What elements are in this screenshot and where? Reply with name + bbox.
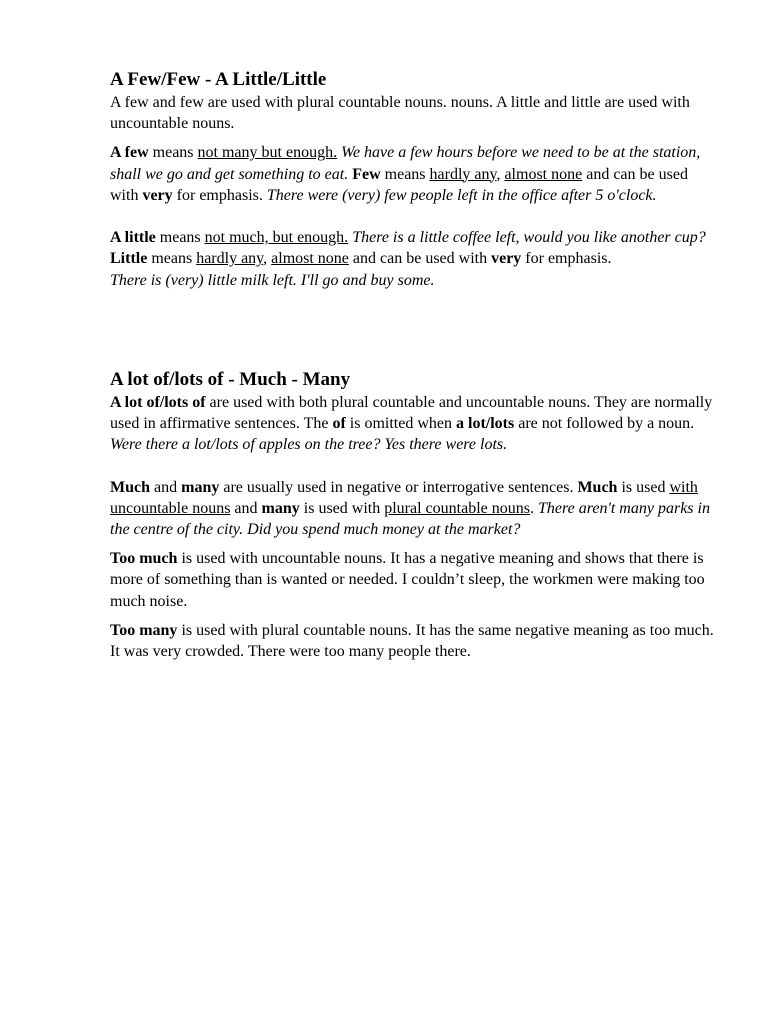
paragraph-few-little-intro: A few and few are used with plural countable nouns. nouns. A little and little are used with uncountable nouns. — [110, 94, 690, 133]
paragraph-too-many: Too many is used with plural countable nouns. It has the same negative meaning as too much. It was very crowded. There were too many people there. — [110, 621, 714, 661]
blank-line — [110, 206, 714, 227]
section-title-lot-much-many: A lot of/lots of - Much - Many — [110, 368, 351, 390]
paragraph-much-many: Much and many are usually used in negative or interrogative sentences. Much is used with uncountable nouns and many is used with plural countable nouns. There aren't many parks in the centre of the city. Did you spend much money at the market? — [110, 478, 710, 539]
blank-line — [110, 455, 714, 476]
paragraph-a-little: A little means not much, but enough. There is a little coffee left, would you like another cup? — [110, 229, 706, 247]
paragraph-a-few: A few means not many but enough. We have a few hours before we need to be at the station, shall we go and get something to eat. Few means hardly any, almost none and can be used with very for emphasis. There were (very) few people left in the office after 5 o'clock. — [110, 144, 701, 204]
section-spacer — [110, 291, 714, 368]
paragraph-a-lot-of: A lot of/lots of are used with both plural countable and uncountable nouns. They are normally used in affirmative sentences. The of is omitted when a lot/lots are not followed by a noun. Were there a lot/lots of apples on the tree? Yes there were lots. — [110, 393, 713, 454]
paragraph-too-much: Too much is used with uncountable nouns. It has a negative meaning and shows that there is more of something than is wanted or needed. I couldn’t sleep, the workmen were making too much noise. — [110, 550, 705, 610]
section-title-few-little: A Few/Few - A Little/Little — [110, 69, 327, 90]
document-page — [110, 68, 714, 662]
paragraph-little-example: There is (very) little milk left. I'll go and buy some. — [110, 271, 435, 289]
paragraph-little: Little means hardly any, almost none and can be used with very for emphasis. — [110, 250, 612, 268]
